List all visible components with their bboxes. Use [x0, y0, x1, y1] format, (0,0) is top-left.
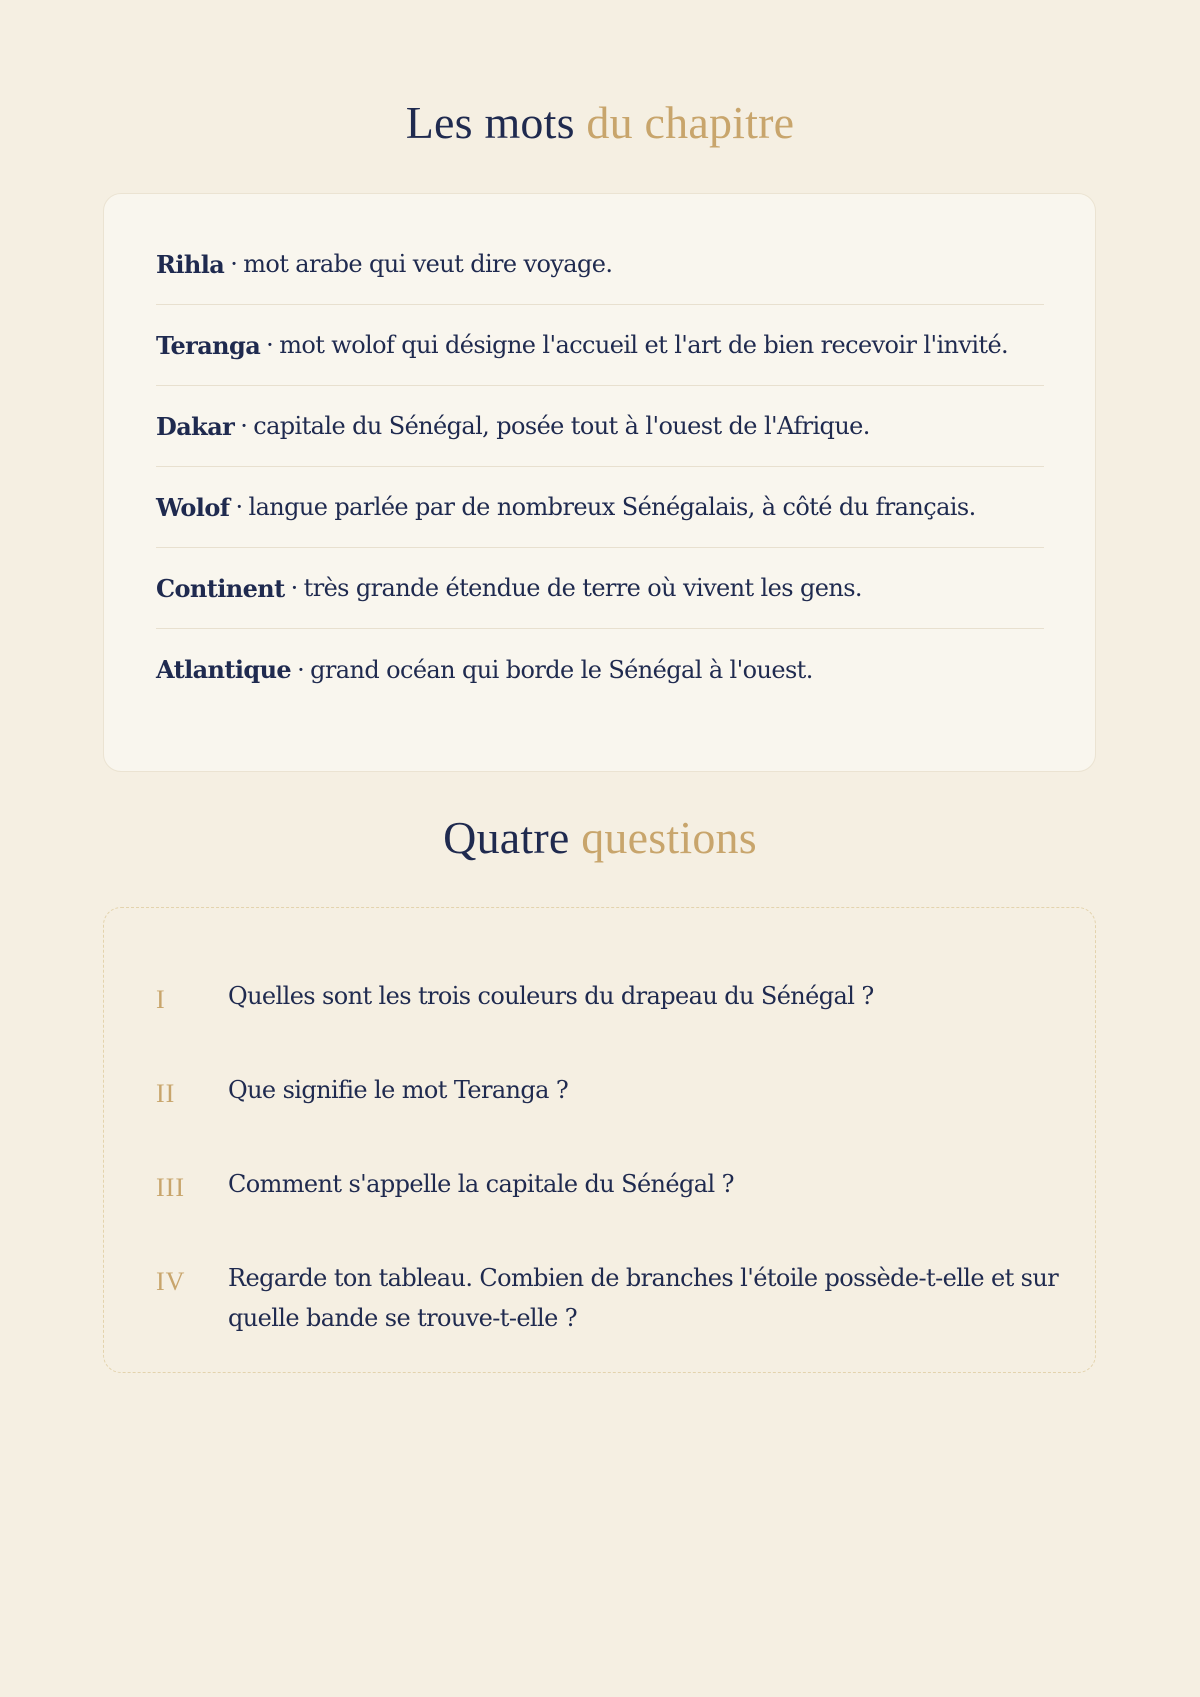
glossary-term: Wolof	[156, 492, 230, 522]
question-item	[156, 1164, 1071, 1212]
question-item	[156, 976, 1071, 1024]
question-number: I	[156, 985, 166, 1014]
glossary-list	[156, 224, 1044, 710]
question-number: II	[156, 1079, 176, 1108]
question-number: III	[156, 1173, 185, 1202]
glossary-term: Dakar	[156, 411, 235, 441]
question-text: Regarde ton tableau. Combien de branches l'étoile possède-t-elle et sur quelle bande se trouve-t-elle ?	[228, 1264, 1059, 1332]
glossary-definition: capitale du Sénégal, posée tout à l'ouest de l'Afrique.	[253, 412, 870, 440]
glossary-separator: ·	[266, 331, 274, 359]
glossary-item	[156, 548, 1044, 629]
question-text: Que signifie le mot Teranga ?	[228, 1076, 569, 1104]
glossary-title-main: Les mots	[405, 97, 575, 148]
question-text: Comment s'appelle la capitale du Sénégal ?	[228, 1170, 734, 1198]
question-item	[156, 1258, 1071, 1338]
question-text: Quelles sont les trois couleurs du drapeau du Sénégal ?	[228, 982, 874, 1010]
glossary-definition: très grande étendue de terre où vivent les gens.	[303, 574, 862, 602]
glossary-term: Teranga	[156, 330, 261, 360]
glossary-card	[103, 193, 1096, 772]
questions-title	[0, 812, 1200, 863]
question-number: IV	[156, 1267, 186, 1296]
glossary-separator: ·	[297, 655, 305, 684]
questions-card	[103, 907, 1096, 1373]
glossary-definition: grand océan qui borde le Sénégal à l'ouest.	[310, 655, 813, 684]
questions-title-accent: questions	[581, 812, 757, 863]
glossary-term: Rihla	[156, 249, 225, 279]
glossary-separator: ·	[235, 493, 243, 521]
glossary-item	[156, 467, 1044, 548]
glossary-title-accent: du chapitre	[586, 97, 795, 148]
glossary-item	[156, 386, 1044, 467]
glossary-definition: mot arabe qui veut dire voyage.	[243, 250, 613, 278]
glossary-title	[0, 97, 1200, 148]
glossary-definition: langue parlée par de nombreux Sénégalais, à côté du français.	[248, 493, 976, 521]
glossary-separator: ·	[240, 412, 248, 440]
question-list	[156, 976, 1071, 1338]
glossary-term: Atlantique	[156, 655, 292, 684]
glossary-item	[156, 224, 1044, 305]
glossary-separator: ·	[290, 574, 298, 602]
question-item	[156, 1070, 1071, 1118]
questions-title-main: Quatre	[443, 812, 570, 863]
glossary-item	[156, 629, 1044, 710]
glossary-separator: ·	[230, 250, 238, 278]
glossary-definition: mot wolof qui désigne l'accueil et l'art de bien recevoir l'invité.	[279, 331, 1009, 359]
glossary-item	[156, 305, 1044, 386]
glossary-term: Continent	[156, 573, 285, 603]
